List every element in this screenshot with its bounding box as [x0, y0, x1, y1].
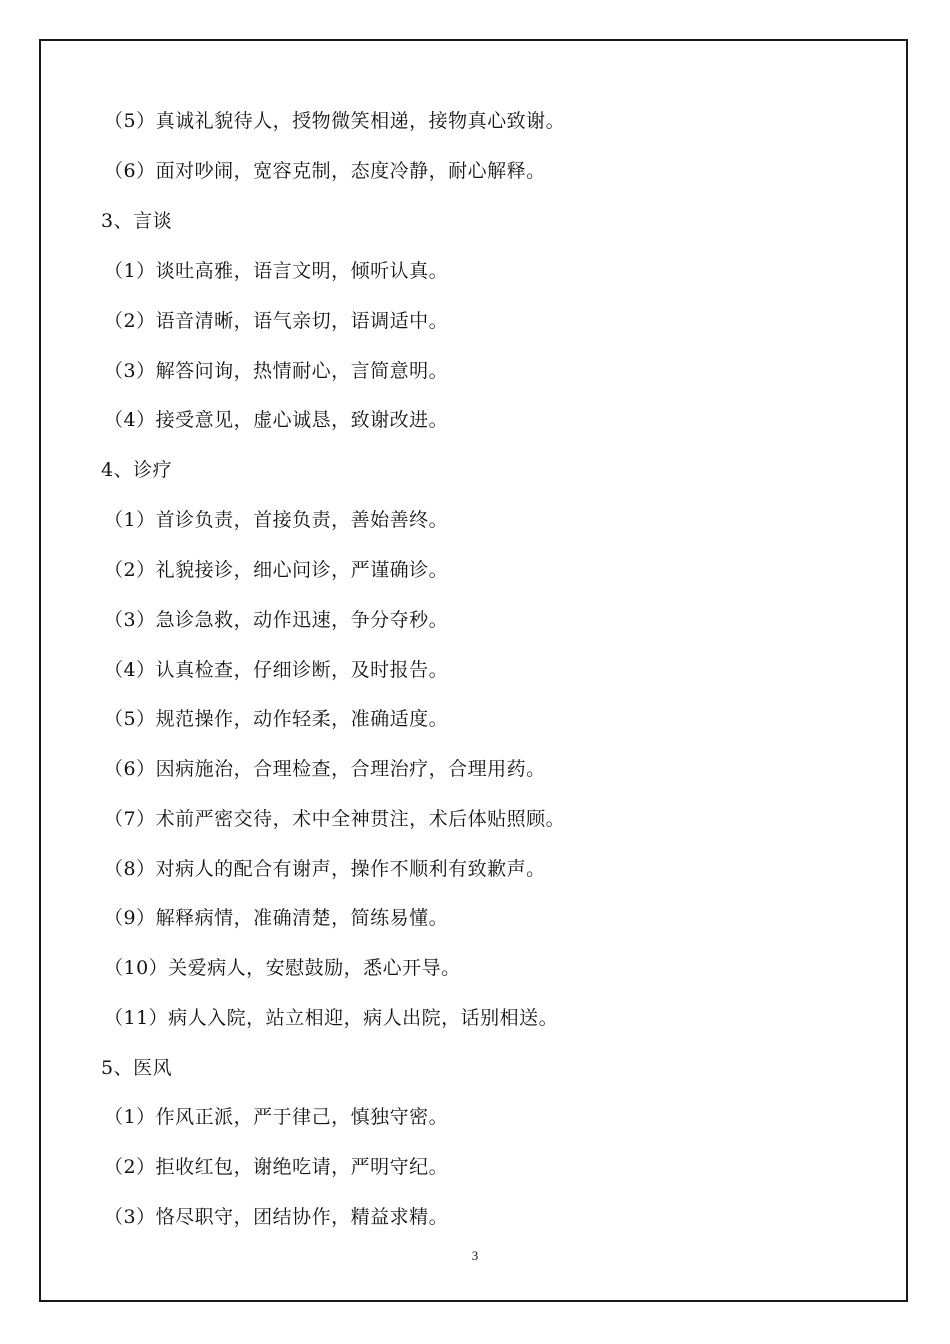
list-item: （4）接受意见，虚心诚恳，致谢改进。: [104, 409, 449, 431]
list-item: （2）礼貌接诊，细心问诊，严谨确诊。: [104, 559, 449, 581]
section-heading: 5、医风: [101, 1057, 173, 1079]
list-item: （1）首诊负责，首接负责，善始善终。: [104, 509, 449, 531]
list-item: （11）病人入院，站立相迎，病人出院，话别相送。: [104, 1007, 559, 1029]
list-item: （5）真诚礼貌待人，授物微笑相递，接物真心致谢。: [104, 110, 566, 132]
list-item: （4）认真检查，仔细诊断，及时报告。: [104, 659, 449, 681]
list-item: （6）面对吵闹，宽容克制，态度冷静，耐心解释。: [104, 160, 546, 182]
list-item: （2）语音清晰，语气亲切，语调适中。: [104, 310, 449, 332]
section-heading: 3、言谈: [101, 210, 173, 232]
list-item: （6）因病施治，合理检查，合理治疗，合理用药。: [104, 758, 546, 780]
list-item: （1）作风正派，严于律己，慎独守密。: [104, 1106, 449, 1128]
list-item: （3）恪尽职守，团结协作，精益求精。: [104, 1206, 449, 1228]
list-item: （2）拒收红包，谢绝吃请，严明守纪。: [104, 1156, 449, 1178]
list-item: （3）急诊急救，动作迅速，争分夺秒。: [104, 609, 449, 631]
list-item: （8）对病人的配合有谢声，操作不顺利有致歉声。: [104, 858, 546, 880]
list-item: （1）谈吐高雅，语言文明，倾听认真。: [104, 260, 449, 282]
list-item: （7）术前严密交待，术中全神贯注，术后体贴照顾。: [104, 808, 566, 830]
list-item: （5）规范操作，动作轻柔，准确适度。: [104, 708, 449, 730]
list-item: （3）解答问询，热情耐心，言简意明。: [104, 360, 449, 382]
page-number: 3: [471, 1248, 479, 1263]
list-item: （10）关爱病人，安慰鼓励，悉心开导。: [104, 957, 461, 979]
list-item: （9）解释病情，准确清楚，简练易懂。: [104, 907, 449, 929]
section-heading: 4、诊疗: [101, 459, 173, 481]
